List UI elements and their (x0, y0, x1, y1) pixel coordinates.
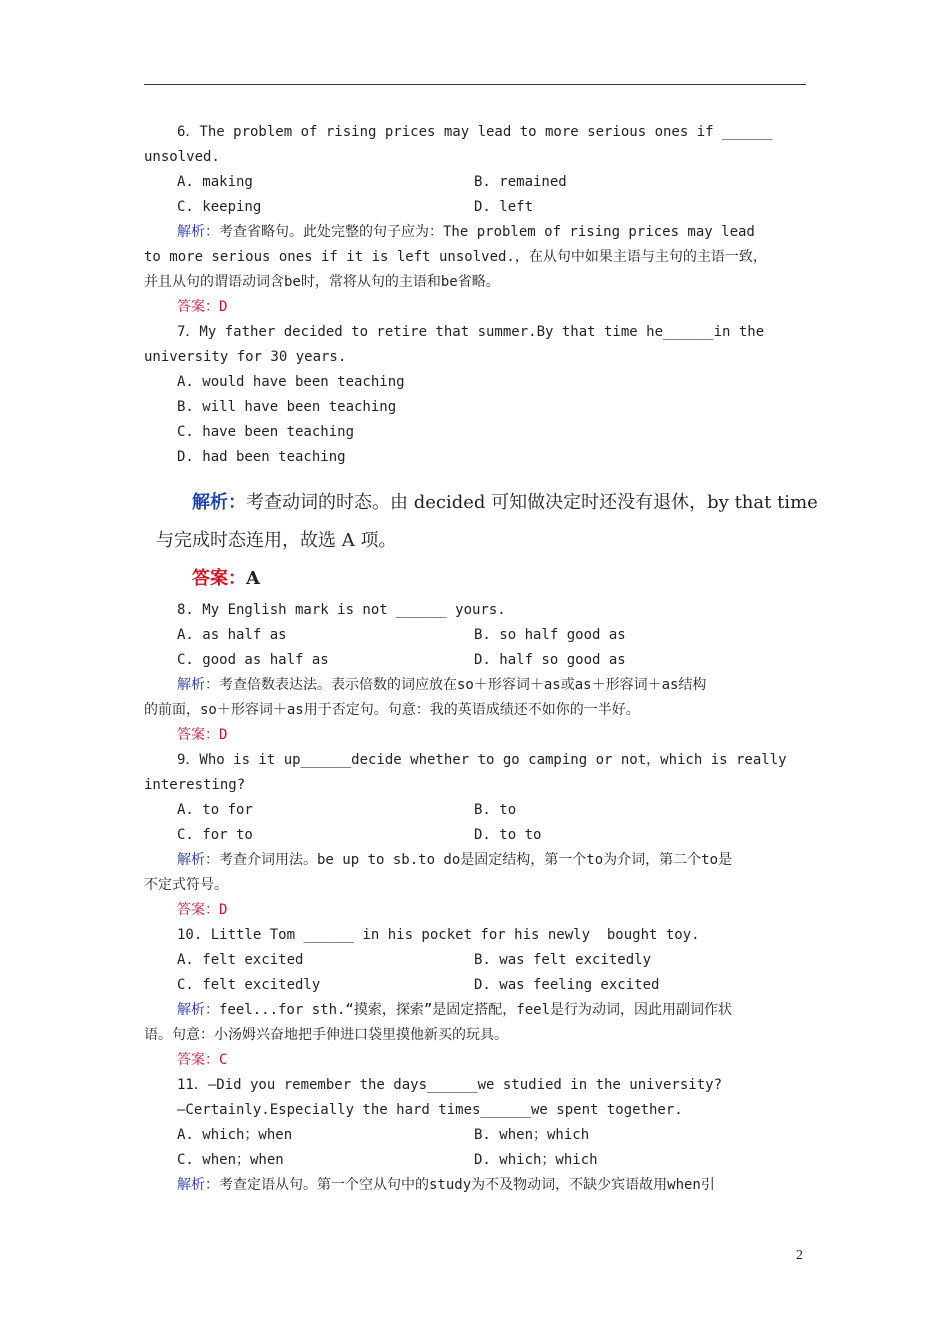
q7-option-b: B. will have been teaching (177, 399, 397, 415)
explanation-label: 解析： (177, 224, 219, 240)
q8-option-c: C. good as half as (177, 652, 329, 668)
q11-option-d: D. which；which (474, 1152, 598, 1168)
q11-stem: 11．—Did you remember the days______we studied in the university? (177, 1077, 723, 1093)
q8-options-row2 (144, 648, 806, 673)
q6-options-row2 (144, 195, 806, 220)
q6-options-row1 (144, 170, 806, 195)
answer-label: 答案： (192, 568, 246, 589)
q9-explanation: 解析：考查介词用法。be up to sb.to do是固定结构，第一个to为介词，第二个to是 (177, 852, 733, 868)
q10-option-b: B. was felt excitedly (474, 952, 652, 968)
q6-stem: 6．The problem of rising prices may lead to more serious ones if ______ (177, 124, 773, 140)
q7-explanation-block (144, 484, 818, 598)
q9-answer (144, 898, 806, 923)
answer-value: D (219, 299, 228, 315)
q7-answer (144, 560, 806, 598)
answer-value: D (219, 727, 228, 743)
q10-explanation: 解析：feel...for sth.“摸索，探索”是固定搭配，feel是行为动词，因此用副词作状 (177, 1002, 733, 1018)
q6-option-d: D. left (474, 199, 534, 215)
q9-stem-cont: interesting? (144, 777, 246, 793)
q11-options-row1 (144, 1123, 806, 1148)
q7-explanation-cont: 与完成时态连用，故选 A 项。 (156, 530, 397, 551)
q6-stem-cont: unsolved. (144, 149, 220, 165)
answer-label: 答案： (177, 727, 219, 743)
q10-explanation-cont: 语。句意：小汤姆兴奋地把手伸进口袋里摸他新买的玩具。 (144, 1027, 508, 1043)
q7-explanation: 解析：考查动词的时态。由 decided 可知做决定时还没有退休，by that time (192, 492, 818, 513)
q10-option-c: C. felt excitedly (177, 977, 321, 993)
answer-value: D (219, 902, 228, 918)
header-rule (144, 84, 806, 85)
q10-option-a: A. felt excited (177, 952, 304, 968)
q6-answer (144, 295, 806, 320)
answer-label: 答案： (177, 902, 219, 918)
q8-answer (144, 723, 806, 748)
q11-option-a: A. which；when (177, 1127, 293, 1143)
q10-options-row2 (144, 973, 806, 998)
explanation-label: 解析： (192, 492, 246, 513)
q11-stem-reply: —Certainly.Especially the hard times______we spent together. (177, 1102, 683, 1118)
q10-stem: 10. Little Tom ______ in his pocket for his newly bought toy. (177, 927, 700, 943)
q8-explanation-cont: 的前面，so＋形容词＋as用于否定句。句意：我的英语成绩还不如你的一半好。 (144, 702, 640, 718)
q7-option-d: D. had been teaching (177, 449, 346, 465)
answer-label: 答案： (177, 299, 219, 315)
q6-explanation-cont2: 并且从句的谓语动词含be时，常将从句的主语和be省略。 (144, 274, 500, 290)
q10-options-row1 (144, 948, 806, 973)
q9-options-row1 (144, 798, 806, 823)
q8-option-d: D. half so good as (474, 652, 626, 668)
q7-stem: 7．My father decided to retire that summer.By that time he______in the (177, 324, 765, 340)
q6-option-a: A. making (177, 174, 253, 190)
q11-option-b: B. when；which (474, 1127, 590, 1143)
q9-option-c: C. for to (177, 827, 253, 843)
answer-label: 答案： (177, 1052, 219, 1068)
document-body (144, 120, 818, 1198)
answer-value: C (219, 1052, 228, 1068)
q8-option-b: B. so half good as (474, 627, 626, 643)
q8-stem: 8. My English mark is not ______ yours. (177, 602, 506, 618)
q7-option-c: C. have been teaching (177, 424, 355, 440)
q7-option-a: A. would have been teaching (177, 374, 405, 390)
q6-option-c: C. keeping (177, 199, 262, 215)
q7-stem-cont: university for 30 years. (144, 349, 347, 365)
q8-option-a: A. as half as (177, 627, 287, 643)
explanation-label: 解析： (177, 677, 219, 693)
q11-options-row2 (144, 1148, 806, 1173)
q8-options-row1 (144, 623, 806, 648)
answer-value: A (246, 568, 260, 589)
q6-option-b: B. remained (474, 174, 567, 190)
q9-option-d: D. to to (474, 827, 542, 843)
page-number: 2 (796, 1248, 803, 1263)
q10-option-d: D. was feeling excited (474, 977, 660, 993)
explanation-label: 解析： (177, 852, 219, 868)
q10-answer (144, 1048, 806, 1073)
q8-explanation: 解析：考查倍数表达法。表示倍数的词应放在so＋形容词＋as或as＋形容词＋as结构 (177, 677, 707, 693)
q11-explanation: 解析：考查定语从句。第一个空从句中的study为不及物动词，不缺少宾语故用when引 (177, 1177, 715, 1193)
explanation-label: 解析： (177, 1177, 219, 1193)
q9-options-row2 (144, 823, 806, 848)
q9-explanation-cont: 不定式符号。 (144, 877, 228, 893)
q9-option-a: A. to for (177, 802, 253, 818)
q11-option-c: C. when；when (177, 1152, 284, 1168)
q9-option-b: B. to (474, 802, 517, 818)
explanation-label: 解析： (177, 1002, 219, 1018)
q9-stem: 9．Who is it up______decide whether to go camping or not，which is really (177, 752, 787, 768)
q6-explanation: 解析：考查省略句。此处完整的句子应为：The problem of rising prices may lead (177, 224, 755, 240)
q6-explanation-cont: to more serious ones if it is left unsolved.，在从句中如果主语与主句的主语一致， (144, 249, 767, 265)
